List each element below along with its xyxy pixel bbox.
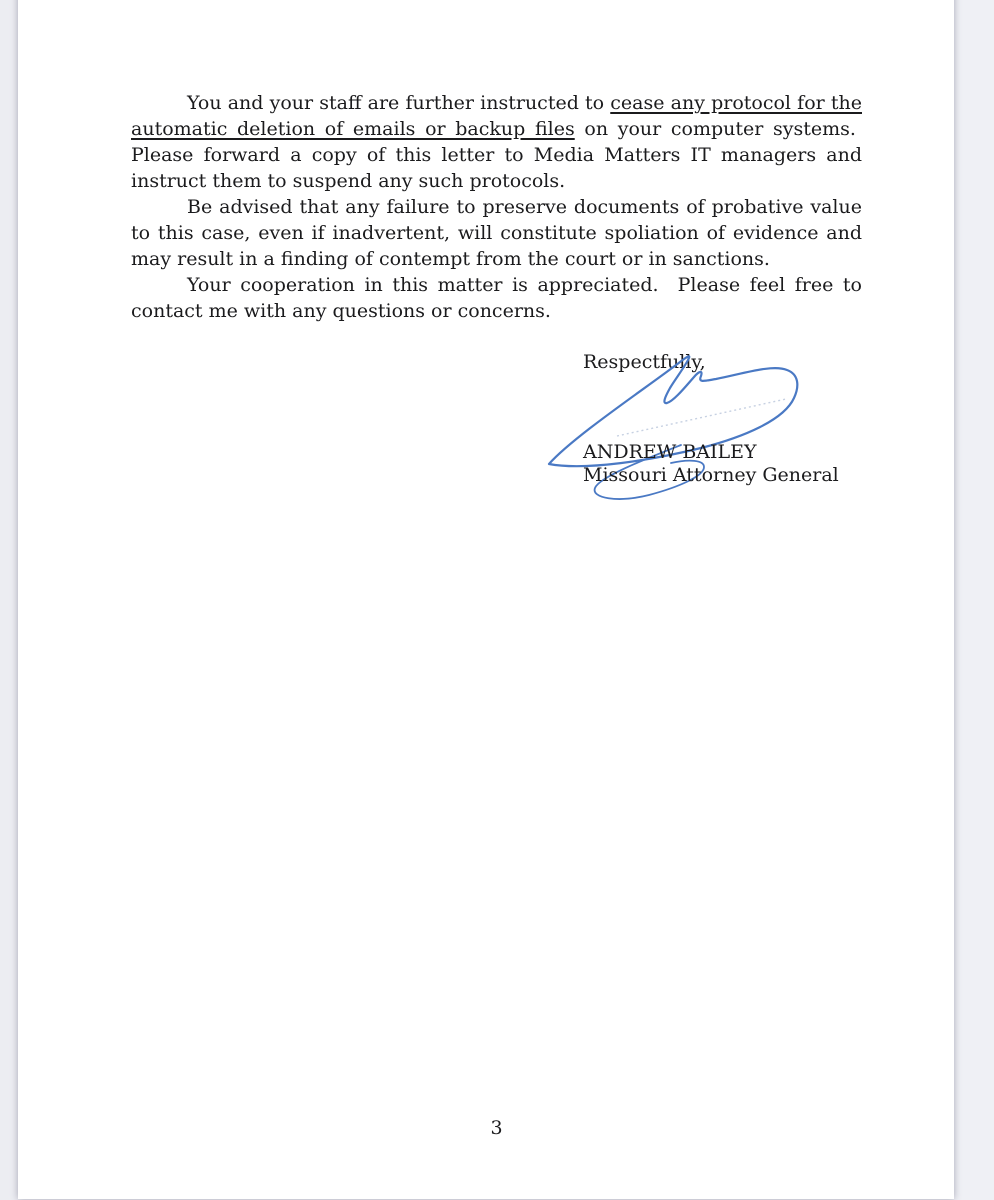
document-page: [18, 0, 954, 1199]
paragraph-1-lead: You and your staff are further instructed to: [187, 92, 611, 114]
signatory-name: ANDREW BAILEY: [583, 441, 757, 463]
signature-faint-stroke: [617, 399, 786, 436]
page-gutter-left: [0, 0, 18, 1200]
page-number: 3: [490, 1117, 503, 1139]
letter-body: [131, 90, 862, 324]
signatory-title: Missouri Attorney General: [583, 464, 839, 486]
body-paragraph-3: Your cooperation in this matter is appreciated. Please feel free to contact me with any questions or concerns.: [131, 274, 862, 322]
body-paragraph-2: Be advised that any failure to preserve documents of probative value to this case, even if inadvertent, will constitute spoliation of evidence and may result in a finding of contempt from the court or in sanctions.: [131, 196, 862, 270]
closing-salutation: Respectfully,: [583, 351, 706, 373]
page-gutter-right: [954, 0, 994, 1200]
underlined-phrase: cease any protocol for the automatic deletion of emails or backup files: [131, 92, 862, 140]
paragraph-1-tail: on your computer systems. Please forward a copy of this letter to Media Matters IT managers and instruct them to suspend any such protocols.: [131, 118, 862, 192]
body-paragraph-1: [131, 90, 862, 194]
